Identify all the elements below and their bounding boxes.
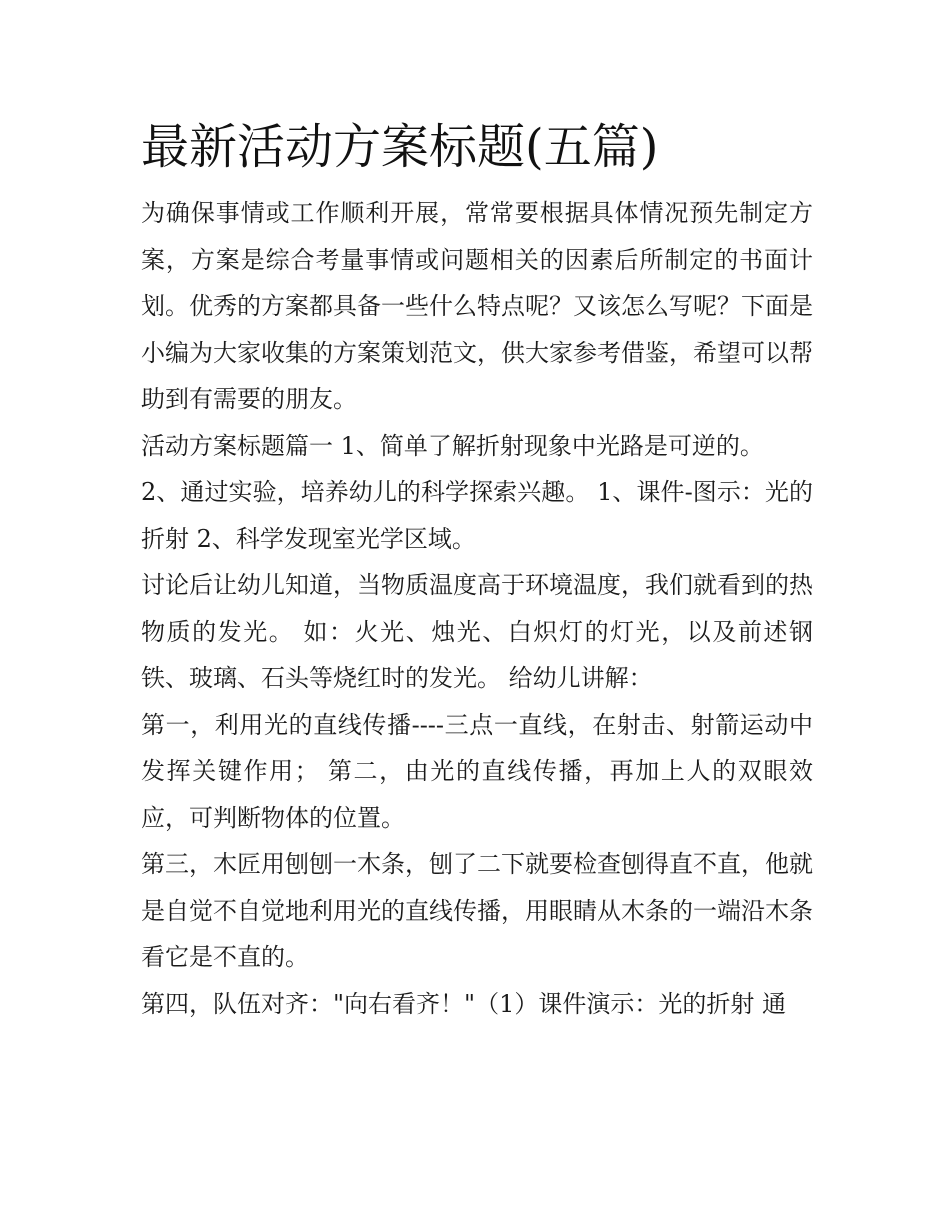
paragraph-third: 第三，木匠用刨刨一木条，刨了二下就要检查刨得直不直，他就是自觉不自觉地利用光的直线传播，用眼睛从木条的一端沿木条看它是不直的。 (141, 850, 813, 971)
document-body (141, 112, 813, 1027)
paragraph-discussion: 讨论后让幼儿知道，当物质温度高于环境温度，我们就看到的热物质的发光。 如：火光、烛光、白炽灯的灯光，以及前述钢铁、玻璃、石头等烧红时的发光。 给幼儿讲解： (141, 571, 813, 692)
paragraph-intro: 为确保事情或工作顺利开展，常常要根据具体情况预先制定方案，方案是综合考量事情或问题相关的因素后所制定的书面计划。优秀的方案都具备一些什么特点呢？又该怎么写呢？下面是小编为大家收集的方案策划范文，供大家参考借鉴，希望可以帮助到有需要的朋友。 (141, 199, 813, 413)
paragraph-section-one: 活动方案标题篇一 1、简单了解折射现象中光路是可逆的。 (141, 431, 764, 460)
paragraph-first-second: 第一，利用光的直线传播----三点一直线，在射击、射箭运动中发挥关键作用； 第二，由光的直线传播，再加上人的双眼效应，可判断物体的位置。 (141, 710, 813, 832)
paragraph-goals-materials: 2、通过实验，培养幼儿的科学探索兴趣。 1、课件-图示：光的折射 2、科学发现室光学区域。 (141, 478, 813, 553)
page-title: 最新活动方案标题(五篇) (141, 119, 659, 175)
paragraph-fourth: 第四，队伍对齐："向右看齐！"（1）课件演示：光的折射 通 (141, 989, 786, 1018)
